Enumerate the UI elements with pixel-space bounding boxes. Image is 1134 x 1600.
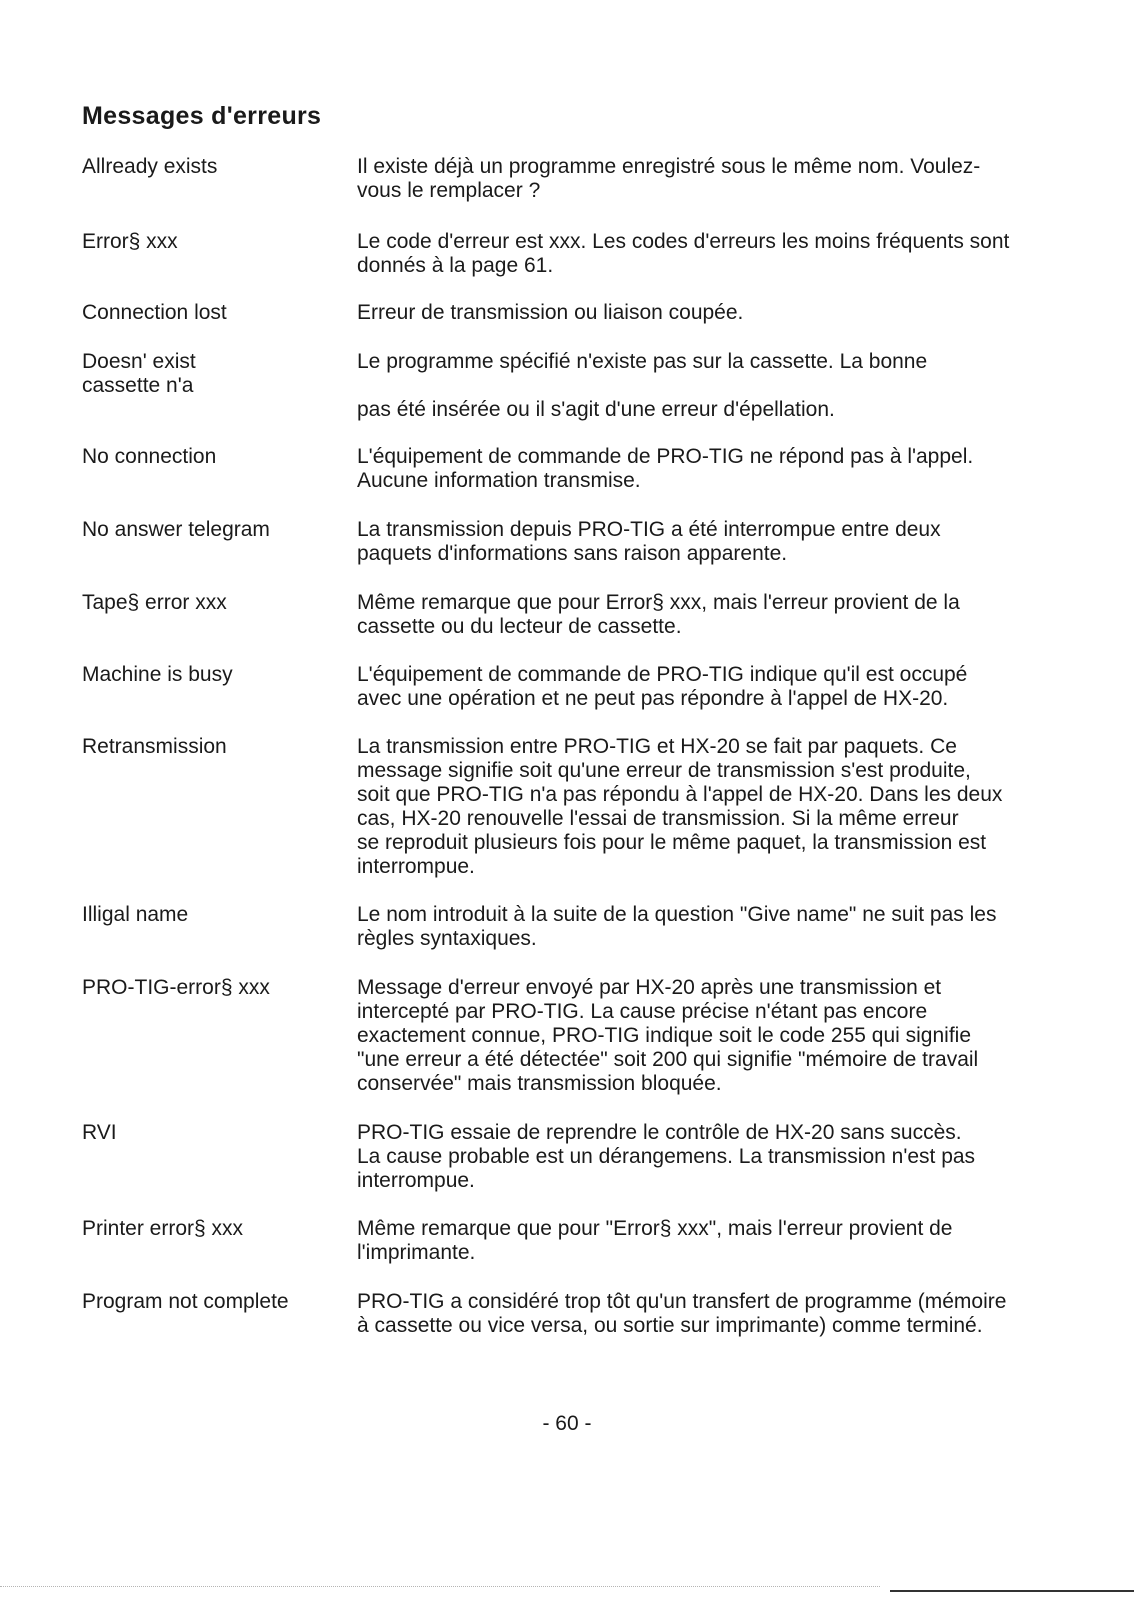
error-term: Tape§ error xxx — [82, 591, 227, 614]
error-term: No answer telegram — [82, 518, 270, 541]
error-description: Le code d'erreur est xxx. Les codes d'erreurs les moins fréquents sont donnés à la page 61. — [357, 230, 1010, 277]
error-description: Même remarque que pour Error§ xxx, mais l'erreur provient de la cassette ou du lecteur de cassette. — [357, 591, 960, 638]
error-description: La transmission depuis PRO-TIG a été interrompue entre deux paquets d'informations sans raison apparente. — [357, 518, 941, 565]
error-term: Doesn' exist cassette n'a — [82, 350, 196, 397]
error-term: Error§ xxx — [82, 230, 178, 253]
error-term: Printer error§ xxx — [82, 1217, 244, 1240]
error-description: L'équipement de commande de PRO-TIG ne répond pas à l'appel. Aucune information transmise. — [357, 445, 974, 492]
error-description: Message d'erreur envoyé par HX-20 après une transmission et intercepté par PRO-TIG. La cause précise n'étant pas encore exactement connue, PRO-TIG indique soit le code 255 qui signifie "une erreur a été détectée" soit 200 qui signifie "mémoire de travail conservée" mais transmission bloquée. — [357, 976, 979, 1095]
error-description: Le programme spécifié n'existe pas sur la cassette. La bonne — [357, 350, 928, 373]
error-term: Allready exists — [82, 155, 218, 178]
error-term: PRO-TIG-error§ xxx — [82, 976, 270, 999]
error-term: Connection lost — [82, 301, 227, 324]
error-description: PRO-TIG essaie de reprendre le contrôle de HX-20 sans succès. La cause probable est un dérangemens. La transmission n'est pas interrompue. — [357, 1121, 976, 1192]
page-number: - 60 - — [542, 1412, 592, 1435]
error-term: RVI — [82, 1121, 117, 1144]
error-description: Il existe déjà un programme enregistré sous le même nom. Voulez- vous le remplacer ? — [357, 155, 981, 202]
error-description: L'équipement de commande de PRO-TIG indique qu'il est occupé avec une opération et ne peut pas répondre à l'appel de HX-20. — [357, 663, 968, 710]
error-term: Illigal name — [82, 903, 189, 926]
error-description: PRO-TIG a considéré trop tôt qu'un transfert de programme (mémoire à cassette ou vice versa, ou sortie sur imprimante) comme terminé. — [357, 1290, 1007, 1337]
error-description: Même remarque que pour "Error§ xxx", mais l'erreur provient de l'imprimante. — [357, 1217, 953, 1264]
error-term: No connection — [82, 445, 217, 468]
error-term: Program not complete — [82, 1290, 289, 1313]
scan-artifact-line — [0, 1586, 880, 1588]
error-description: Le nom introduit à la suite de la question "Give name" ne suit pas les règles syntaxiques. — [357, 903, 997, 950]
error-description: Erreur de transmission ou liaison coupée. — [357, 301, 744, 324]
page-title: Messages d'erreurs — [82, 102, 322, 130]
bottom-rule — [890, 1590, 1134, 1592]
error-term: Machine is busy — [82, 663, 233, 686]
error-term: Retransmission — [82, 735, 227, 758]
error-description: La transmission entre PRO-TIG et HX-20 se fait par paquets. Ce message signifie soit qu'une erreur de transmission s'est produite, soit que PRO-TIG n'a pas répondu à l'appel de HX-20. Dans les deux cas, HX-20 renouvelle l'essai de transmission. Si la même erreur se reproduit plusieurs fois pour le même paquet, la transmission est interrompue. — [357, 735, 1003, 878]
error-description-continuation: pas été insérée ou il s'agit d'une erreur d'épellation. — [357, 398, 835, 421]
